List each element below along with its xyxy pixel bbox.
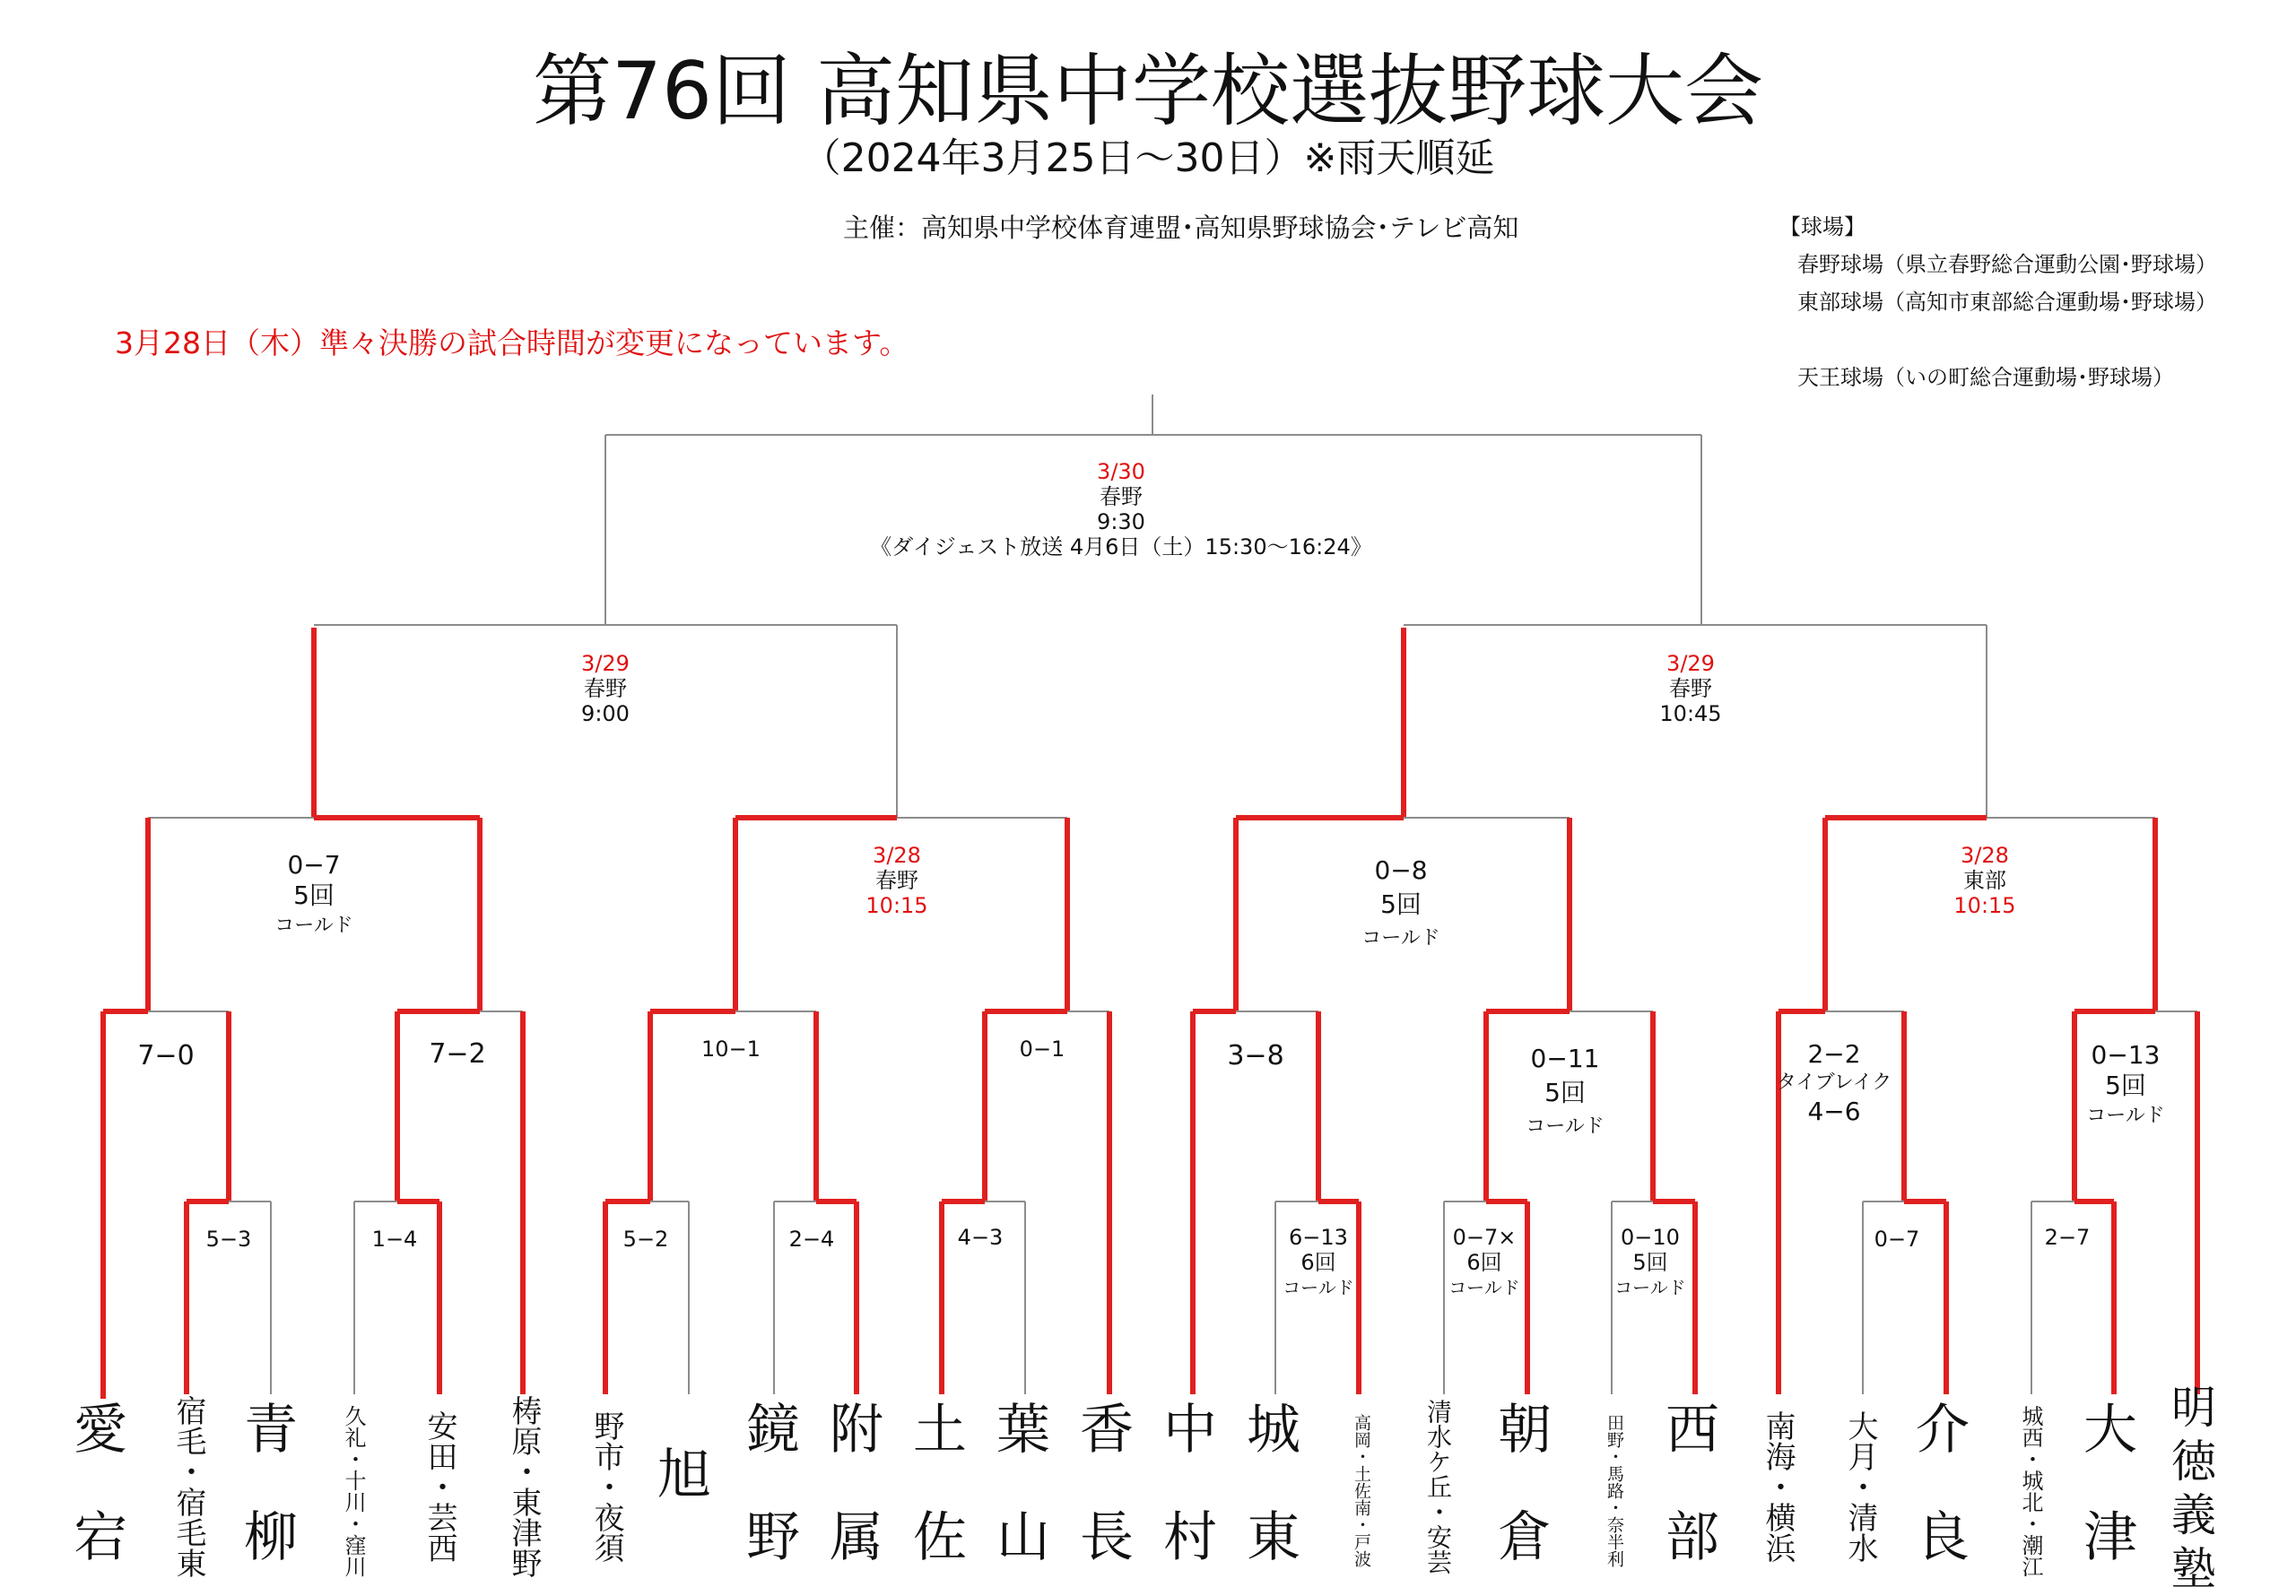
quarterfinal-info [807, 843, 987, 918]
team-name: 旭 [657, 1444, 711, 1506]
quarterfinal-time: 10:15 [1953, 893, 2016, 918]
match-note: 6回 [1466, 1250, 1502, 1275]
final-time: 9:30 [1097, 509, 1145, 534]
team-name: 高岡・土佐南・戸波 [1352, 1414, 1371, 1567]
match-score: 0−8 [1374, 855, 1428, 885]
match-score: 0−7 [1874, 1227, 1920, 1252]
final-info [807, 459, 1435, 559]
final-date: 3/30 [1097, 459, 1145, 484]
team-name: 朝倉 [1498, 1399, 1552, 1569]
quarterfinal-time: 10:15 [865, 893, 928, 918]
venue-item: 東部球場（高知市東部総合運動場･野球場） [1797, 290, 2217, 315]
match-score: 2−4 [788, 1227, 835, 1252]
match-score: 5−2 [622, 1227, 669, 1252]
match-score: 5−3 [205, 1227, 252, 1252]
team-name: 大月・清水 [1842, 1410, 1878, 1563]
page-title: 第76回 高知県中学校選抜野球大会 [533, 45, 1763, 137]
team-name: 葉山 [996, 1399, 1050, 1569]
team-name: 安田・芸西 [422, 1410, 457, 1563]
team-name: 南海・横浜 [1760, 1410, 1796, 1563]
team-name: 清水ケ丘・安芸 [1423, 1398, 1453, 1574]
match-score: 0−10 [1621, 1225, 1680, 1250]
match-score: 0−7× [1452, 1225, 1517, 1250]
round2-result [988, 1037, 1096, 1062]
round1-result [944, 1225, 1016, 1250]
match-score: 1−4 [371, 1227, 418, 1252]
round1-result [610, 1227, 682, 1252]
match-note: 4−6 [1807, 1097, 1861, 1126]
round1-result [1439, 1225, 1529, 1300]
quarterfinal-venue: 春野 [875, 868, 918, 893]
team-name: 土佐 [913, 1399, 967, 1569]
match-score: 10−1 [701, 1037, 761, 1062]
team-name: 大津 [2083, 1399, 2137, 1569]
team-name: 城東 [1247, 1399, 1300, 1569]
quarterfinal-date: 3/28 [1961, 843, 2009, 868]
match-note: 5回 [1380, 889, 1422, 919]
round2-result [2063, 1040, 2188, 1132]
match-note: 5回 [293, 880, 335, 910]
semifinal-venue: 春野 [1669, 676, 1712, 701]
round2-result [399, 1038, 516, 1070]
semifinal-date: 3/29 [1666, 651, 1715, 676]
venue-heading: 【球場】 [1779, 214, 1866, 239]
team-name: 鏡野 [746, 1399, 800, 1569]
match-note: コールド [1448, 1277, 1520, 1298]
match-note: コールド [1361, 927, 1440, 950]
match-note: コールド [2086, 1105, 2165, 1127]
round2-result [108, 1040, 224, 1071]
final-venue: 春野 [1100, 484, 1143, 509]
semifinal-time: 9:00 [581, 701, 630, 726]
match-score: 2−7 [2044, 1225, 2091, 1250]
venue-item: 春野球場（県立春野総合運動公園･野球場） [1797, 252, 2217, 277]
team-name: 野市・夜須 [588, 1410, 624, 1563]
match-note: コールド [1283, 1277, 1354, 1298]
round1-result [1861, 1227, 1933, 1252]
match-note: 5回 [1544, 1078, 1586, 1107]
round1-result [1274, 1225, 1363, 1300]
match-score: 3−8 [1227, 1040, 1284, 1071]
match-score: 7−2 [429, 1038, 486, 1070]
quarterfinal-info [1895, 843, 2074, 918]
team-name: 附属 [830, 1399, 883, 1569]
round1-result [193, 1227, 265, 1252]
match-note: 6回 [1300, 1250, 1336, 1275]
match-score: 0−7 [287, 850, 341, 880]
match-note: 5回 [1632, 1250, 1668, 1275]
venue-item: 天王球場（いの町総合運動場･野球場） [1797, 365, 2174, 390]
semifinal-info [1601, 651, 1780, 726]
match-score: 2−2 [1807, 1039, 1861, 1069]
venue-list [1779, 208, 2217, 390]
match-note: 5回 [2105, 1071, 2146, 1100]
match-score: 4−3 [957, 1225, 1004, 1250]
round2-result [1502, 1042, 1628, 1144]
quarterfinal-date: 3/28 [873, 843, 921, 868]
round1-result [359, 1227, 430, 1252]
team-name: 青柳 [244, 1399, 298, 1569]
final-broadcast: 《ダイジェスト放送 4月6日（土）15:30～16:24》 [870, 534, 1372, 559]
round1-result [1605, 1225, 1695, 1300]
team-name: 介良 [1916, 1399, 1970, 1569]
match-note: コールド [1526, 1115, 1605, 1138]
semifinal-date: 3/29 [581, 651, 630, 676]
team-name: 西部 [1665, 1399, 1719, 1569]
team-name: 愛宕 [74, 1399, 127, 1569]
match-note: コールド [274, 915, 353, 937]
match-score: 0−11 [1530, 1044, 1600, 1073]
team-name: 城西・城北・潮江 [2018, 1404, 2043, 1577]
round1-result [776, 1227, 848, 1252]
match-score: 0−13 [2091, 1040, 2161, 1070]
match-note: コールド [1614, 1277, 1686, 1298]
semifinal-info [516, 651, 695, 726]
team-name: 宿毛・宿毛東 [170, 1394, 206, 1578]
round2-result [1762, 1040, 1906, 1126]
quarterfinal-result [1311, 854, 1491, 956]
team-name: 明徳義塾 [2171, 1382, 2216, 1595]
match-score: 0−1 [1019, 1037, 1065, 1062]
team-name: 香長 [1080, 1399, 1134, 1569]
round2-result [1202, 1040, 1309, 1071]
team-name: 田野・馬路・奈半利 [1605, 1414, 1624, 1567]
round2-result [668, 1037, 794, 1062]
match-note: タイブレイク [1776, 1071, 1892, 1094]
organizer-text: 主催：高知県中学校体育連盟･高知県野球協会･テレビ高知 [843, 213, 1519, 243]
round1-result [2031, 1225, 2103, 1250]
team-name: 久礼・十川・窪川 [341, 1404, 366, 1577]
match-score: 6−13 [1289, 1225, 1348, 1250]
team-name: 梼原・東津野 [506, 1394, 542, 1578]
semifinal-time: 10:45 [1659, 701, 1722, 726]
semifinal-venue: 春野 [584, 676, 627, 701]
match-score: 7−0 [137, 1040, 195, 1071]
schedule-change-notice: 3月28日（木）準々決勝の試合時間が変更になっています。 [115, 325, 909, 360]
page-subtitle: （2024年3月25日～30日）※雨天順延 [801, 135, 1495, 181]
team-name: 中村 [1163, 1399, 1217, 1569]
quarterfinal-result [224, 850, 404, 941]
quarterfinal-venue: 東部 [1963, 868, 2006, 893]
